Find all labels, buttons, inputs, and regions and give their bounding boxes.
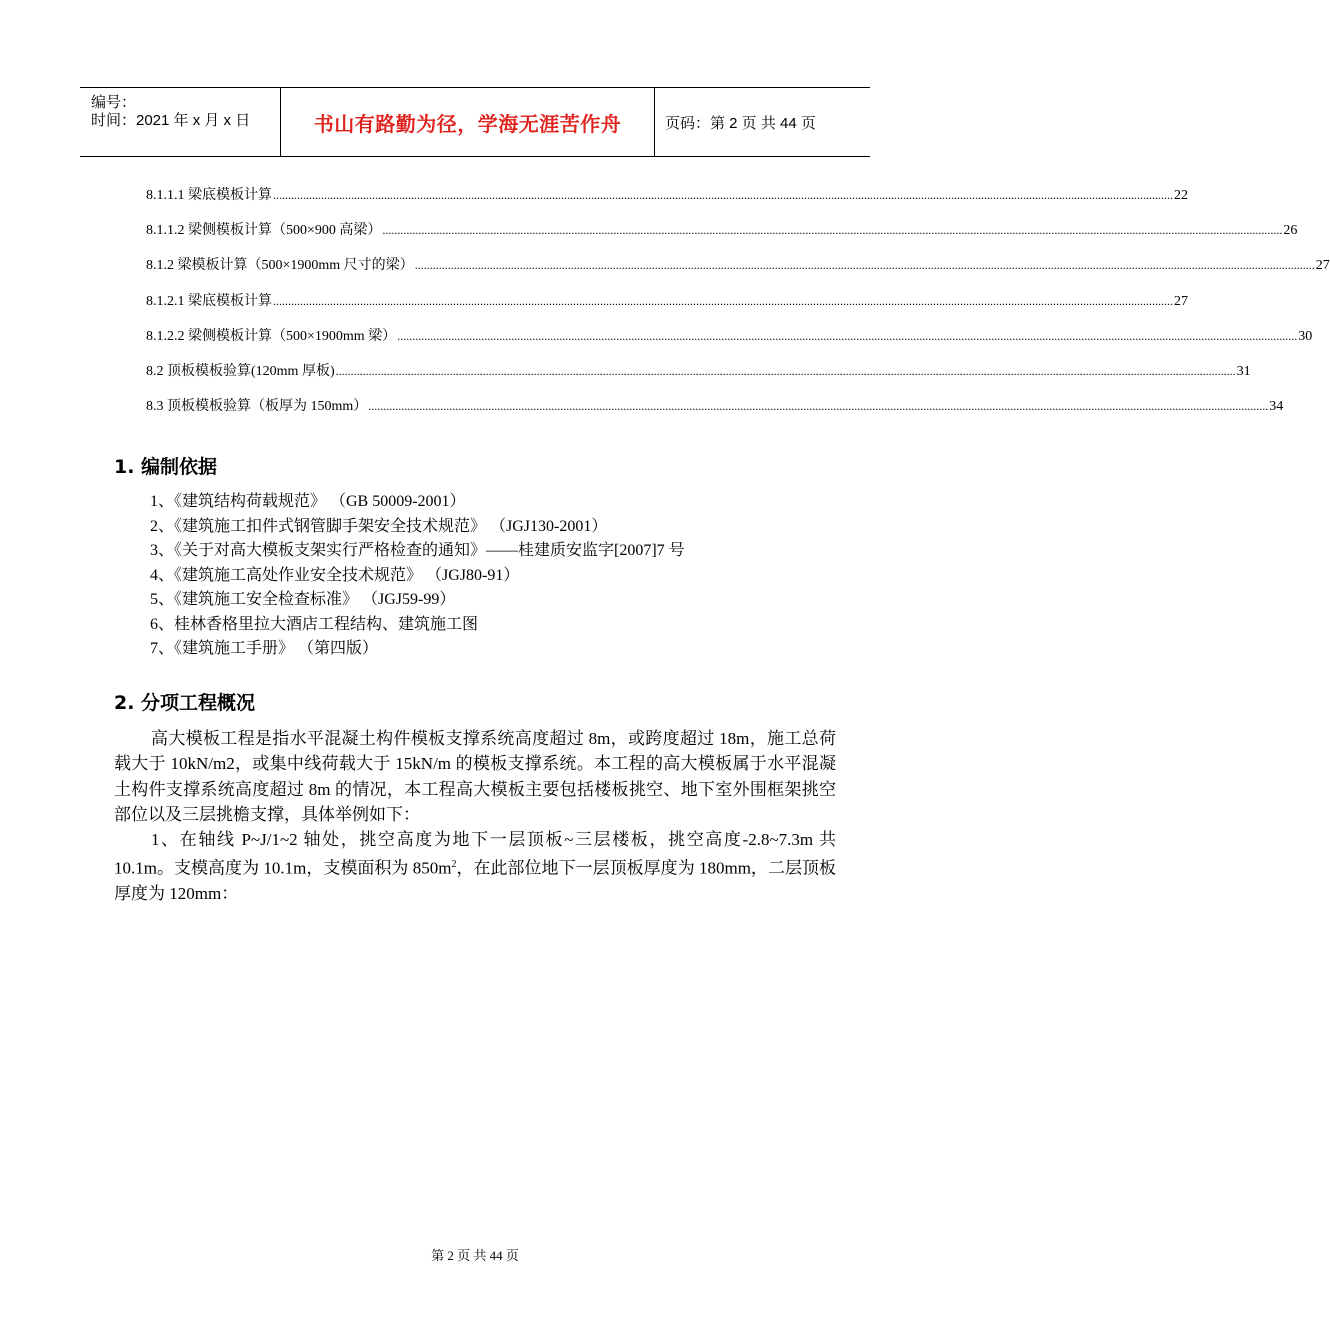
toc-leader-dots: ............................................................................................................................................................................................................................................................................................................: [368, 399, 1269, 414]
overview-text: [114, 726, 836, 907]
toc-entry-title: 8.1.2 梁模板计算（500×1900mm 尺寸的梁）: [146, 258, 414, 274]
toc-leader-dots: ............................................................................................................................................................................................................................................................................................................: [273, 293, 1173, 308]
reference-item: 1、《建筑结构荷载规范》 （GB 50009-2001）: [150, 493, 466, 510]
toc-entry-title: 8.1.1.2 梁侧模板计算（500×900 高梁）: [146, 223, 382, 239]
motto: 书山有路勤为径，学海无涯苦作舟: [313, 111, 622, 136]
toc-entry[interactable]: [146, 184, 1188, 219]
overview-paragraph: 高大模板工程是指水平混凝土构件模板支撑系统高度超过 8m，或跨度超过 18m，施工总荷载大于 10kN/m2，或集中线荷载大于 15kN/m 的模板支撑系统。本工程的高大模板属于水平混凝土构件支撑系统高度超过 8m 的情况，本工程高大模板主要包括楼板挑空、地下室外围框架挑空部位以及三层挑檐支撑，具体举例如下：: [114, 729, 836, 824]
reference-list: [150, 490, 685, 662]
toc-entry-page: 27: [1315, 258, 1330, 274]
page-label: 页码：第 2 页 共 44 页: [665, 114, 816, 132]
toc-entry-title: 8.3 顶板模板验算（板厚为 150mm）: [146, 399, 368, 415]
toc-entry-page: 22: [1174, 188, 1188, 203]
header-meta-cell: [80, 88, 281, 156]
toc-entry-page: 27: [1174, 293, 1188, 309]
example-paragraph: 1、在轴线 P~J/1~2 轴处，挑空高度为地下一层顶板~三层楼板，挑空高度-2.8~7.3m 共 10.1m。支模高度为 10.1m，支模面积为 $850m^2$，在此部位地下一层顶板厚度为 180mm，二层顶板厚度为 120mm：: [114, 830, 837, 904]
header-page-cell: [655, 88, 870, 156]
toc-leader-dots: ............................................................................................................................................................................................................................................................................................................: [273, 188, 1173, 202]
toc-entry-title: 8.1.1.1 梁底模板计算: [146, 188, 272, 203]
toc-entry[interactable]: [146, 290, 1188, 325]
header-motto-cell: [281, 88, 655, 156]
section-heading-overview: 2. 分项工程概况: [114, 692, 256, 714]
reference-item: 5、《建筑施工安全检查标准》 （JGJ59-99）: [150, 591, 456, 608]
toc-entry[interactable]: [146, 219, 1298, 254]
toc-entry[interactable]: [146, 360, 1251, 395]
table-of-contents: [146, 184, 1330, 430]
toc-entry-page: 26: [1283, 223, 1298, 239]
number-label: 编号：: [91, 94, 137, 111]
page-footer: 第 2 页 共 44 页: [431, 1248, 519, 1263]
time-label: 时间：2021 年 x 月 x 日: [91, 112, 251, 129]
reference-item: 4、《建筑施工高处作业安全技术规范》 （JGJ80-91）: [150, 566, 520, 584]
toc-entry-page: 34: [1269, 399, 1284, 415]
reference-item: 6、桂林香格里拉大酒店工程结构、建筑施工图: [150, 615, 479, 633]
toc-entry-page: 31: [1236, 363, 1251, 379]
toc-leader-dots: ............................................................................................................................................................................................................................................................................................................: [397, 328, 1298, 343]
toc-entry[interactable]: [146, 254, 1330, 289]
section-heading-basis: 1. 编制依据: [114, 456, 218, 478]
toc-leader-dots: ............................................................................................................................................................................................................................................................................................................: [414, 258, 1315, 273]
page-header: [80, 87, 870, 157]
toc-leader-dots: ............................................................................................................................................................................................................................................................................................................: [335, 363, 1236, 378]
toc-entry-title: 8.1.2.1 梁底模板计算: [146, 293, 272, 309]
reference-item: 3、《关于对高大模板支架实行严格检查的通知》——桂建质安监字[2007]7 号: [150, 542, 685, 559]
reference-item: 7、《建筑施工手册》 （第四版）: [150, 640, 379, 657]
toc-entry[interactable]: [146, 395, 1284, 430]
toc-entry[interactable]: [146, 325, 1313, 360]
toc-entry-title: 8.1.2.2 梁侧模板计算（500×1900mm 梁）: [146, 328, 397, 344]
reference-item: 2、《建筑施工扣件式钢管脚手架安全技术规范》 （JGJ130-2001）: [150, 517, 608, 535]
toc-entry-title: 8.2 顶板模板验算(120mm 厚板): [146, 363, 335, 379]
toc-leader-dots: ............................................................................................................................................................................................................................................................................................................: [382, 223, 1283, 238]
toc-entry-page: 30: [1298, 328, 1313, 344]
superscript: 2: [451, 859, 457, 871]
